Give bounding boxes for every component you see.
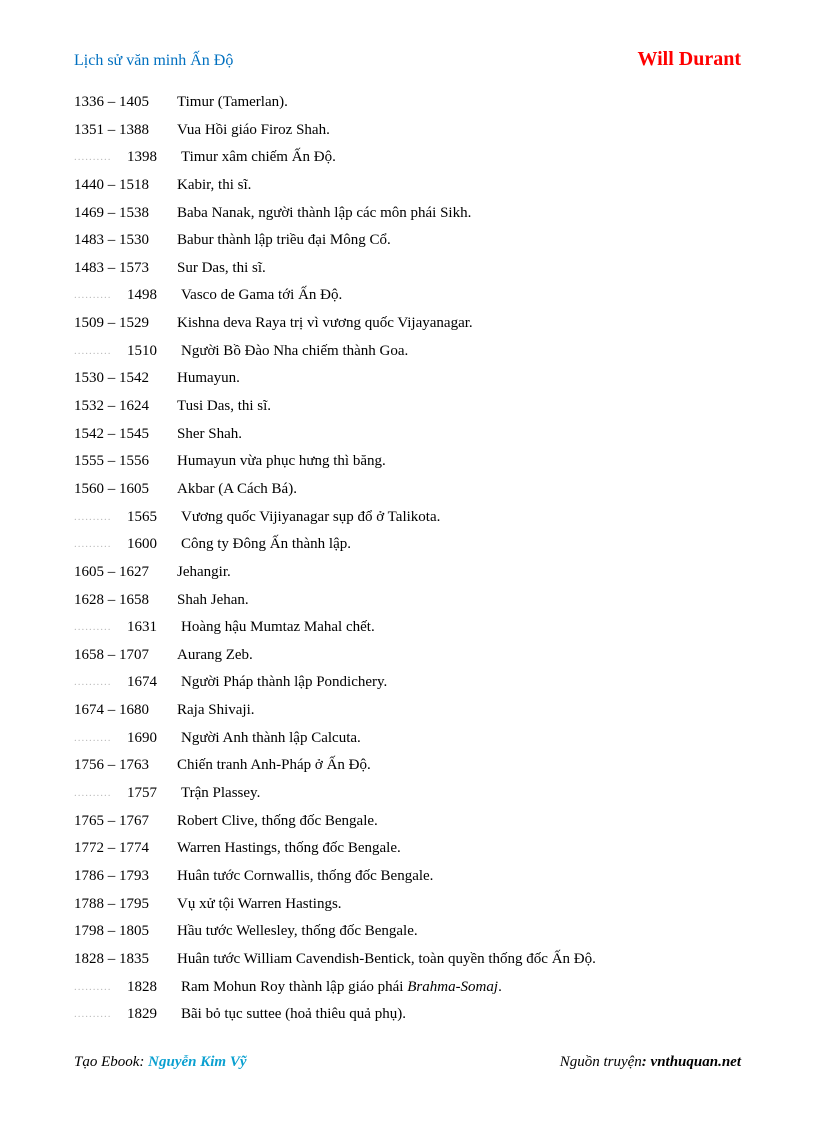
entry-period: 1765 – 1767 <box>74 812 149 829</box>
chronology-entry <box>74 144 744 172</box>
entry-event <box>177 918 418 946</box>
entry-year: 1398 <box>127 149 157 166</box>
chronology-entry <box>74 310 744 338</box>
entry-event-text: Vua Hồi giáo Firoz Shah. <box>177 121 330 138</box>
entry-period: 1483 – 1573 <box>74 259 149 276</box>
entry-event-text: Trận Plassey. <box>181 785 261 802</box>
chronology-entry <box>74 642 744 670</box>
leader-dots: .......... <box>74 1008 112 1021</box>
entry-period: 1542 – 1545 <box>74 425 149 442</box>
entry-event-text: Huân tước William Cavendish-Bentick, toàn quyền thống đốc Ấn Độ. <box>177 950 596 967</box>
entry-period: 1788 – 1795 <box>74 895 149 912</box>
entry-event <box>177 117 330 145</box>
ebook-label: Tạo Ebook <box>74 1054 140 1070</box>
chronology-entry <box>74 1001 744 1029</box>
chronology-entry <box>74 476 744 504</box>
entry-event <box>177 365 240 393</box>
leader-dots: .......... <box>74 980 112 993</box>
entry-event <box>177 559 231 587</box>
entry-event-text: Aurang Zeb. <box>177 646 253 663</box>
entry-period: 1798 – 1805 <box>74 923 149 940</box>
entry-year: 1631 <box>127 619 157 636</box>
entry-event <box>177 835 401 863</box>
source-credit: Nguồn truyện: vnthuquan.net <box>559 1054 741 1070</box>
entry-period: 1674 – 1680 <box>74 702 149 719</box>
entry-year: 1757 <box>127 785 157 802</box>
entry-event <box>177 393 271 421</box>
entry-event-text: Humayun vừa phục hưng thì băng. <box>177 453 386 470</box>
entry-event-text: Robert Clive, thống đốc Bengale. <box>177 812 378 829</box>
entry-period: 1530 – 1542 <box>74 370 149 387</box>
book-title: Lịch sử văn minh Ấn Độ <box>74 52 234 69</box>
entry-event-text: Tusi Das, thi sĩ. <box>177 398 272 415</box>
entry-event <box>181 531 351 559</box>
chronology-entry <box>74 752 744 780</box>
entry-period: 1560 – 1605 <box>74 480 149 497</box>
entry-event <box>177 200 471 228</box>
entry-event <box>181 338 408 366</box>
entry-year: 1674 <box>127 674 157 691</box>
chronology-entry <box>74 448 744 476</box>
entry-event-text: Người Pháp thành lập Pondichery. <box>181 674 388 691</box>
entry-event <box>177 808 378 836</box>
leader-dots: .......... <box>74 538 112 551</box>
chronology-entry <box>74 282 744 310</box>
chronology-entry <box>74 338 744 366</box>
page-footer <box>74 1054 741 1078</box>
entry-event <box>181 1001 406 1029</box>
entry-event <box>177 587 249 615</box>
chronology-entry <box>74 365 744 393</box>
entry-event-text: Công ty Đông Ấn thành lập. <box>181 536 351 553</box>
entry-event <box>177 310 473 338</box>
entry-event-text: Hoàng hậu Mumtaz Mahal chết. <box>181 619 375 636</box>
chronology-entry <box>74 531 744 559</box>
entry-event-text: Jehangir. <box>177 563 231 580</box>
chronology-entry <box>74 780 744 808</box>
chronology-entry <box>74 421 744 449</box>
ebook-credit: Tạo Ebook: Nguyễn Kim Vỹ <box>74 1054 247 1070</box>
chronology-entry <box>74 559 744 587</box>
entry-event <box>181 144 336 172</box>
entry-event <box>177 172 251 200</box>
entry-event-text: Bãi bỏ tục suttee (hoả thiêu quả phụ). <box>181 1006 406 1023</box>
entry-year: 1565 <box>127 508 157 525</box>
chronology-entry <box>74 725 744 753</box>
entry-period: 1351 – 1388 <box>74 121 149 138</box>
chronology-entry <box>74 808 744 836</box>
entry-event-italic: Brahma-Somaj <box>407 978 499 995</box>
entry-event-text: Hầu tước Wellesley, thống đốc Bengale. <box>177 923 418 940</box>
chronology-entry <box>74 835 744 863</box>
entry-period: 1555 – 1556 <box>74 453 149 470</box>
source-site-name: vnthuquan.net <box>650 1054 741 1070</box>
chronology-entry <box>74 669 744 697</box>
entry-period: 1469 – 1538 <box>74 204 149 221</box>
chronology-entry <box>74 614 744 642</box>
entry-event-text: Sur Das, thi sĩ. <box>177 259 266 276</box>
entry-event-text: Babur thành lập triều đại Mông Cổ. <box>177 232 391 249</box>
entry-period: 1786 – 1793 <box>74 867 149 884</box>
entry-event <box>181 780 260 808</box>
entry-event <box>177 476 297 504</box>
leader-dots: .......... <box>74 344 112 357</box>
entry-event-text: Raja Shivaji. <box>177 702 255 719</box>
entry-event-text: Kishna deva Raya trị vì vương quốc Vijayanagar. <box>177 315 473 332</box>
entry-event-text: Warren Hastings, thống đốc Bengale. <box>177 840 401 857</box>
ebook-creator-name: Nguyễn Kim Vỹ <box>148 1054 247 1070</box>
entry-period: 1828 – 1835 <box>74 950 149 967</box>
entry-event-text: Shah Jehan. <box>177 591 249 608</box>
entry-event <box>177 891 342 919</box>
entry-event <box>177 863 433 891</box>
chronology-entry <box>74 974 744 1002</box>
entry-event <box>177 642 253 670</box>
leader-dots: .......... <box>74 510 112 523</box>
entry-period: 1628 – 1658 <box>74 591 149 608</box>
entry-period: 1483 – 1530 <box>74 232 149 249</box>
chronology-entry <box>74 227 744 255</box>
entry-event-text: Humayun. <box>177 370 240 387</box>
chronology-entry <box>74 918 744 946</box>
entry-event <box>177 448 386 476</box>
entry-event <box>181 725 361 753</box>
leader-dots: .......... <box>74 676 112 689</box>
leader-dots: .......... <box>74 621 112 634</box>
entry-event-text: Người Anh thành lập Calcuta. <box>181 729 361 746</box>
entry-event-text: Kabir, thi sĩ. <box>177 176 252 193</box>
entry-year: 1690 <box>127 729 157 746</box>
entry-year: 1498 <box>127 287 157 304</box>
entry-event-text: Baba Nanak, người thành lập các môn phái Sikh. <box>177 204 472 221</box>
entry-event-text: Vương quốc Vijiyanagar sụp đổ ở Talikota. <box>181 508 441 525</box>
entry-event-text: Người Bồ Đào Nha chiếm thành Goa. <box>181 342 409 359</box>
entry-event <box>177 227 391 255</box>
entry-event-text: Vụ xử tội Warren Hastings. <box>177 895 342 912</box>
entry-event <box>181 504 440 532</box>
chronology-entry <box>74 393 744 421</box>
entry-event <box>177 697 255 725</box>
entry-period: 1756 – 1763 <box>74 757 149 774</box>
entry-event-end: . <box>498 978 502 995</box>
author-name: Will Durant <box>637 48 741 70</box>
entry-period: 1509 – 1529 <box>74 315 149 332</box>
chronology-entry <box>74 117 744 145</box>
entry-period: 1658 – 1707 <box>74 646 149 663</box>
chronology-entry <box>74 946 744 974</box>
entry-event <box>181 669 387 697</box>
entry-event <box>177 421 242 449</box>
entry-event-text: Chiến tranh Anh-Pháp ở Ấn Độ. <box>177 757 371 774</box>
entry-year: 1510 <box>127 342 157 359</box>
leader-dots: .......... <box>74 731 112 744</box>
page-header <box>74 46 741 80</box>
leader-dots: .......... <box>74 289 112 302</box>
leader-dots: .......... <box>74 787 112 800</box>
entry-period: 1532 – 1624 <box>74 398 149 415</box>
chronology-list <box>74 89 744 1029</box>
entry-event <box>177 752 371 780</box>
chronology-entry <box>74 863 744 891</box>
chronology-entry <box>74 172 744 200</box>
chronology-entry <box>74 587 744 615</box>
entry-event <box>181 614 375 642</box>
chronology-entry <box>74 200 744 228</box>
entry-event <box>177 255 266 283</box>
entry-year: 1600 <box>127 536 157 553</box>
chronology-entry <box>74 89 744 117</box>
entry-event <box>177 89 288 117</box>
entry-period: 1605 – 1627 <box>74 563 149 580</box>
entry-event-text: Timur xâm chiếm Ấn Độ. <box>181 149 336 166</box>
chronology-entry <box>74 891 744 919</box>
entry-year: 1828 <box>127 978 157 995</box>
entry-event <box>181 974 502 1002</box>
chronology-entry <box>74 504 744 532</box>
leader-dots: .......... <box>74 151 112 164</box>
entry-period: 1772 – 1774 <box>74 840 149 857</box>
chronology-entry <box>74 255 744 283</box>
entry-event <box>177 946 596 974</box>
entry-period: 1440 – 1518 <box>74 176 149 193</box>
entry-event-text: Huân tước Cornwallis, thống đốc Bengale. <box>177 867 434 884</box>
entry-event <box>181 282 342 310</box>
source-label: Nguồn truyện <box>559 1054 642 1070</box>
chronology-entry <box>74 697 744 725</box>
entry-event-text: Akbar (A Cách Bá). <box>177 480 297 497</box>
entry-year: 1829 <box>127 1006 157 1023</box>
entry-event-text: Timur (Tamerlan). <box>177 94 288 110</box>
entry-event-text: Vasco de Gama tới Ấn Độ. <box>181 287 343 304</box>
entry-period: 1336 – 1405 <box>74 94 149 110</box>
entry-event-text: Ram Mohun Roy thành lập giáo phái <box>181 978 408 995</box>
entry-event-text: Sher Shah. <box>177 425 242 442</box>
